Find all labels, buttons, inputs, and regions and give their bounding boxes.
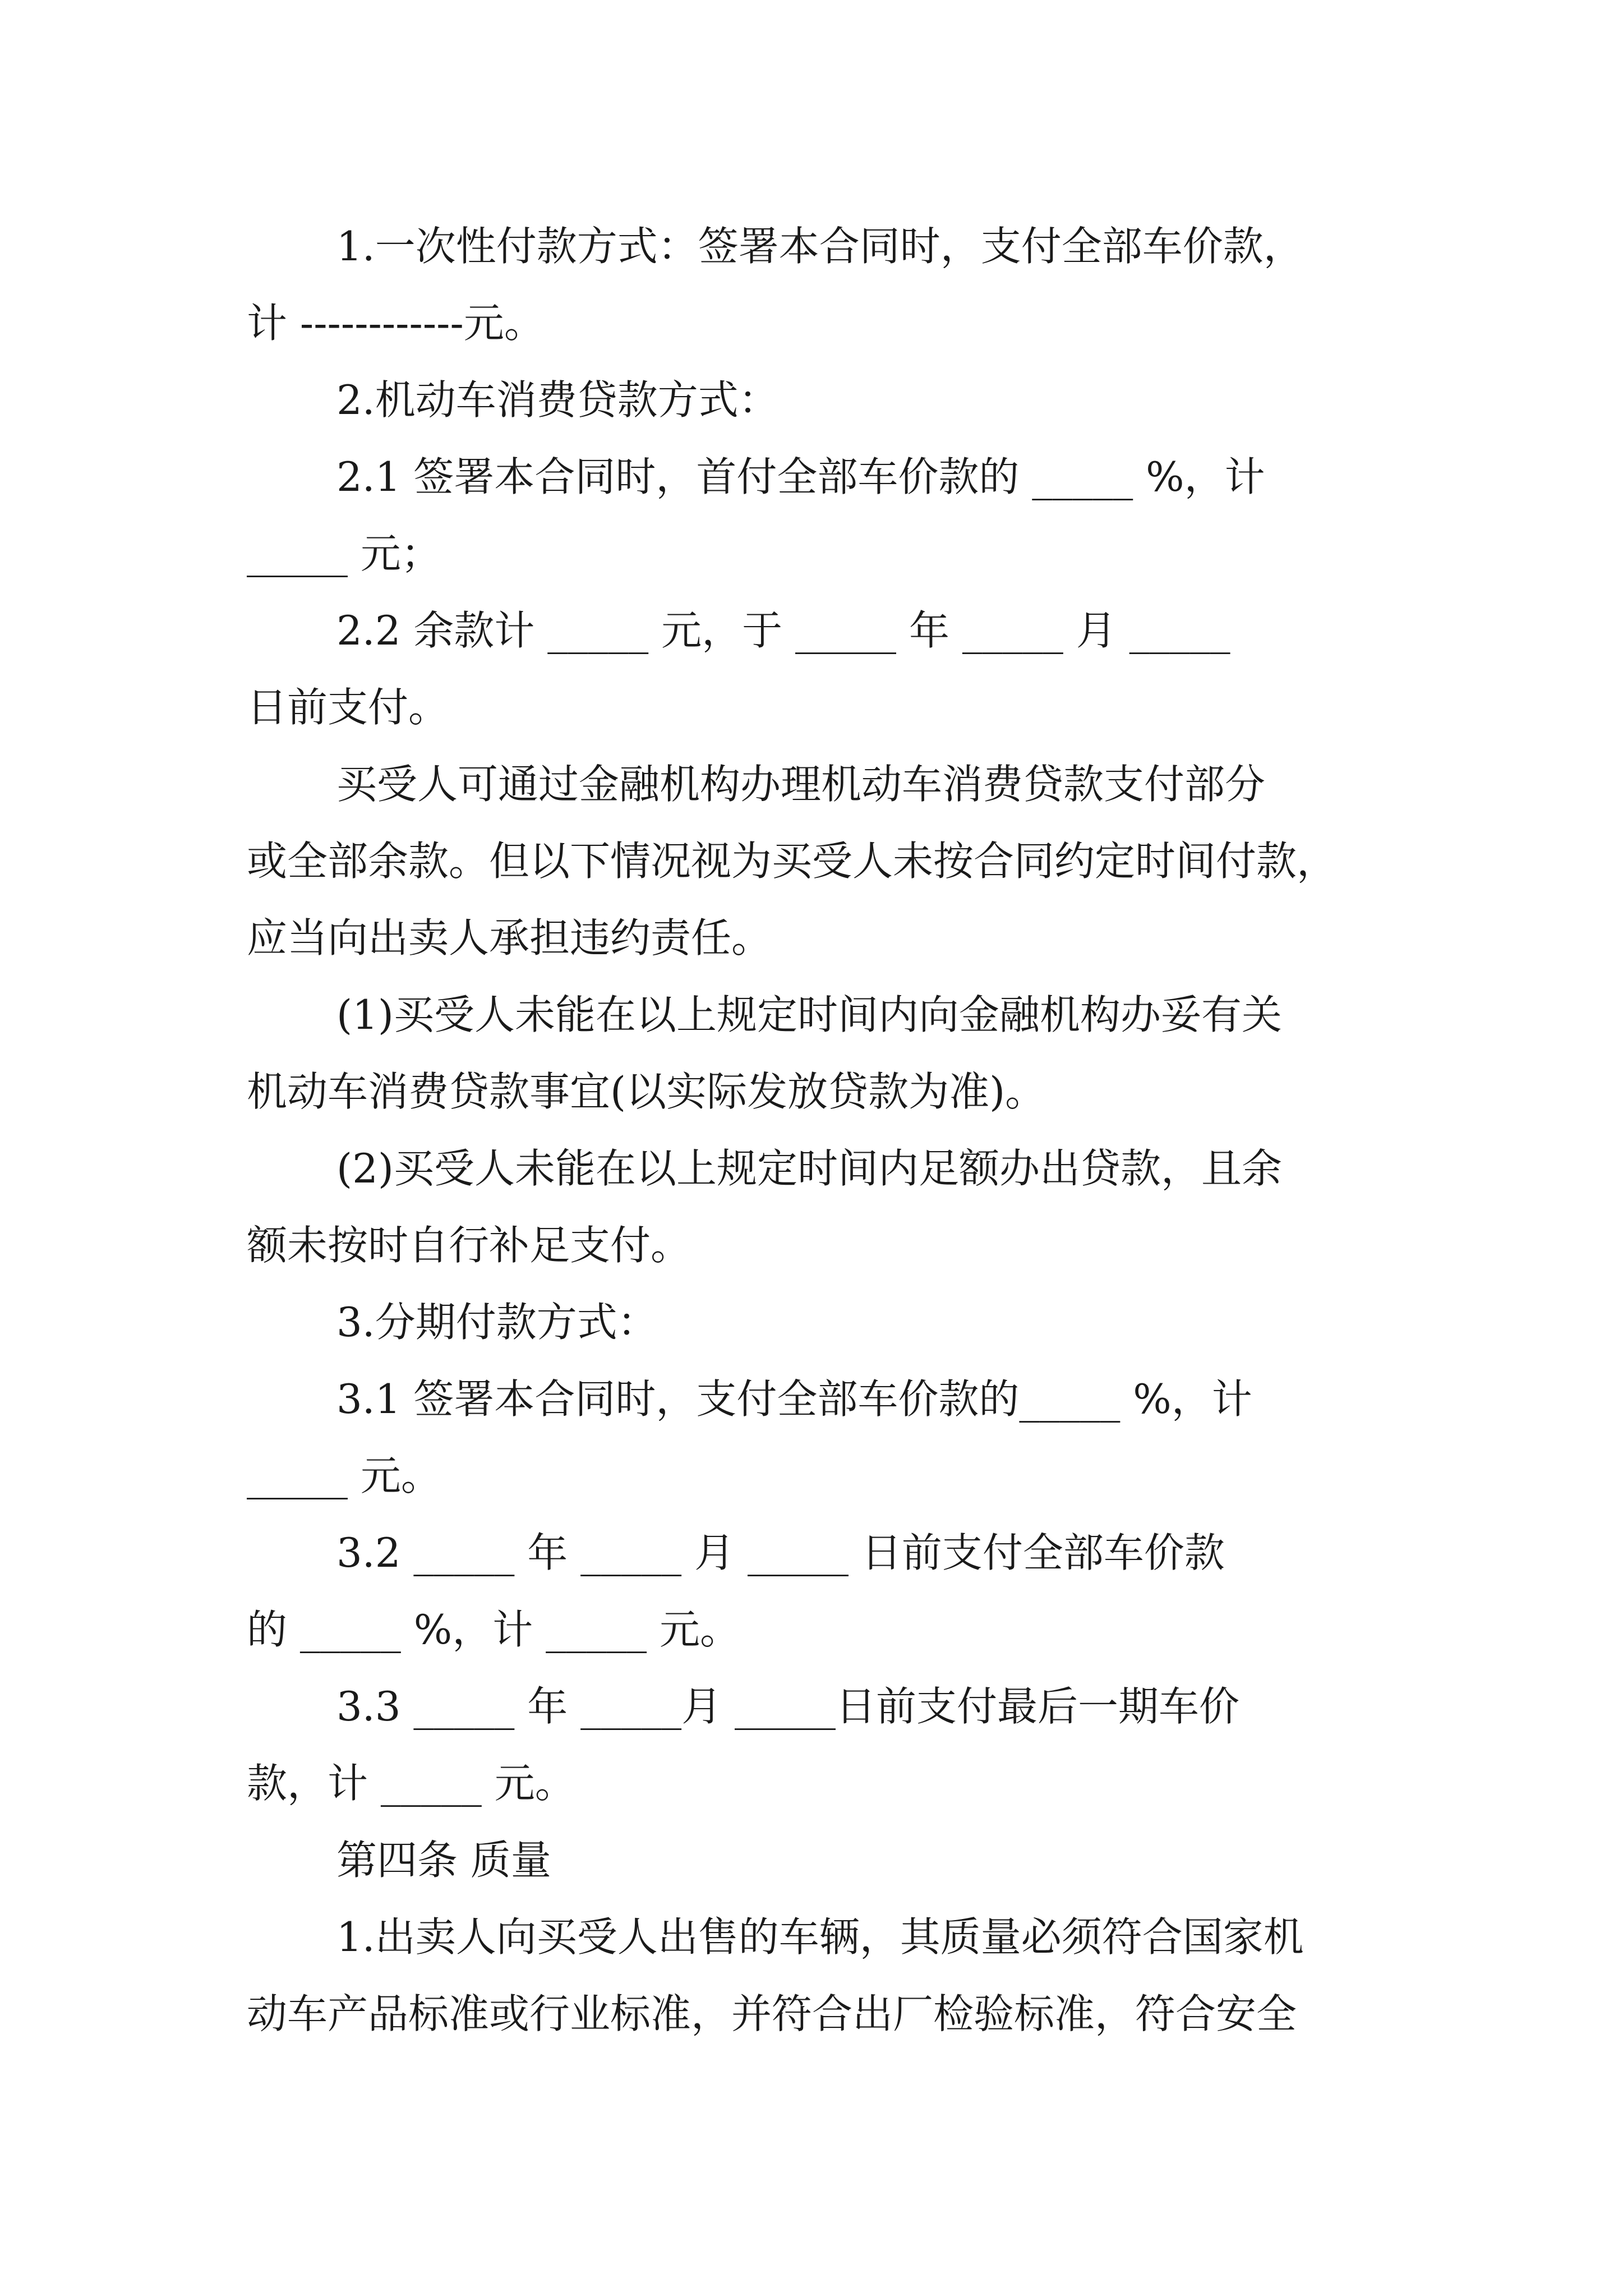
clause-2-2-line-2: 日前支付。 — [247, 684, 449, 731]
clause-3-heading: 3.分期付款方式： — [336, 1299, 658, 1346]
clause-1-line-1: 1.一次性付款方式：签署本合同时，支付全部车价款， — [336, 223, 1304, 270]
clause-2-1-line-1: 2.1 签署本合同时，首付全部车价款的 _____ %，计 — [336, 453, 1265, 500]
clause-1-line-2: 计 ------------元。 — [247, 300, 545, 347]
clause-2-2-line-1: 2.2 余款计 _____ 元，于 _____ 年 _____ 月 _____ — [336, 607, 1230, 654]
item-2-line-2: 额未按时自行补足支付。 — [247, 1222, 691, 1269]
clause-3-1-line-2: _____ 元。 — [247, 1452, 441, 1499]
clause-2-1-line-2: _____ 元； — [247, 530, 441, 577]
clause-3-2-line-1: 3.2 _____ 年 _____ 月 _____ 日前支付全部车价款 — [336, 1529, 1225, 1576]
item-1-line-2: 机动车消费贷款事宜(以实际发放贷款为准)。 — [247, 1068, 1046, 1115]
clause-3-3-line-2: 款，计 _____ 元。 — [247, 1760, 575, 1807]
quality-clause-line-1: 1.出卖人向买受人出售的车辆，其质量必须符合国家机 — [336, 1913, 1304, 1961]
clause-2-heading: 2.机动车消费贷款方式： — [336, 376, 779, 424]
item-1-line-1: (1)买受人未能在以上规定时间内向金融机构办妥有关 — [336, 991, 1282, 1038]
paragraph-loan-line-2: 或全部余款。但以下情况视为买受人未按合同约定时间付款， — [247, 838, 1338, 885]
paragraph-loan-line-3: 应当向出卖人承担违约责任。 — [247, 914, 772, 961]
clause-3-1-line-1: 3.1 签署本合同时，支付全部车价款的_____ %，计 — [336, 1375, 1252, 1423]
item-2-line-1: (2)买受人未能在以上规定时间内足额办出贷款，且余 — [336, 1145, 1282, 1192]
clause-3-2-line-2: 的 _____ %，计 _____ 元。 — [247, 1606, 740, 1653]
clause-3-3-line-1: 3.3 _____ 年 _____月 _____日前支付最后一期车价 — [336, 1683, 1240, 1730]
paragraph-loan-line-1: 买受人可通过金融机构办理机动车消费贷款支付部分 — [336, 761, 1266, 808]
article-4-heading: 第四条 质量 — [336, 1837, 551, 1884]
quality-clause-line-2: 动车产品标准或行业标准，并符合出厂检验标准，符合安全 — [247, 1990, 1297, 2037]
